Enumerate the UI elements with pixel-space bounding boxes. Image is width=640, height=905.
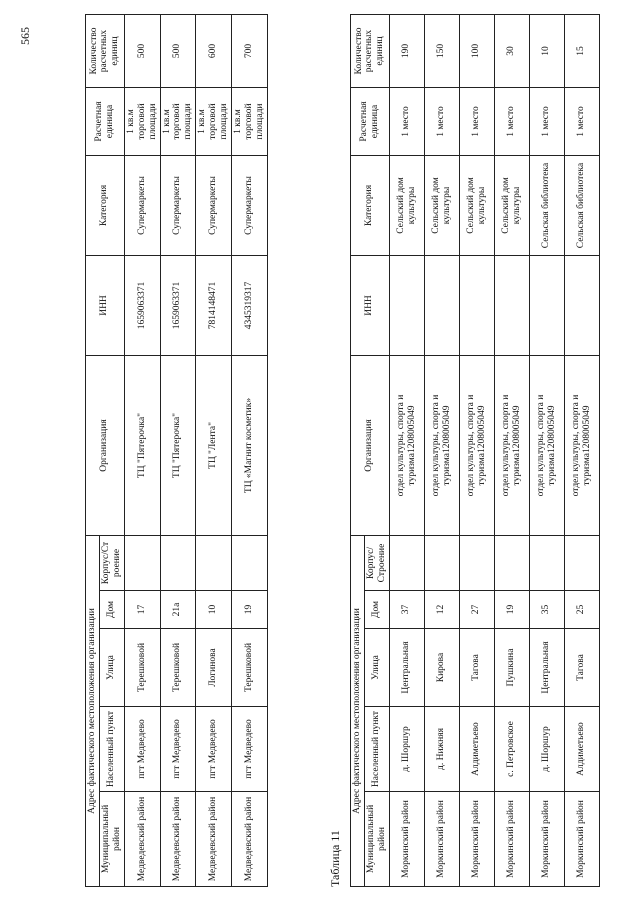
table-2-header-street: Улица [364,629,389,707]
table-1-group-header: Адрес фактического местоположения организации [86,536,100,887]
table-cell: Терешковой [232,629,268,707]
table-cell [459,256,494,356]
table-cell: с. Петровское [494,707,529,792]
table-2-group-header: Адрес фактического местоположения организации [351,536,365,887]
table-1-header-unit: Расчетная единица [86,88,125,156]
table-cell: 1 место [459,88,494,156]
table-cell: 10 [529,15,564,88]
table-cell: Моркинский район [564,792,599,887]
table-cell: Супермаркеты [196,156,232,256]
table-cell: 15 [564,15,599,88]
table-1-header-house: Дом [99,591,124,629]
table-cell: 1 место [564,88,599,156]
table-2-header-house: Дом [364,591,389,629]
table-cell: Сельская библиотека [564,156,599,256]
table-row [124,15,160,887]
table-cell: ТЦ "Лента" [196,356,232,536]
table-cell: 500 [160,15,196,88]
table-cell: ТЦ «Магнит косметик» [232,356,268,536]
table-1-header-org: Организация [86,356,125,536]
table-cell: отдел культуры, спорта и туризма1208005049 [459,356,494,536]
table-cell: Медведевский район [160,792,196,887]
table-1-header-district: Муниципальный район [99,792,124,887]
table-cell: Моркинский район [389,792,424,887]
table-cell: 190 [389,15,424,88]
table-cell: Медведевский район [124,792,160,887]
table-row [494,15,529,887]
table-cell: ТЦ "Пятерочка" [160,356,196,536]
table-row [389,15,424,887]
table-cell [424,256,459,356]
table-cell: 1 кв.м торговой площади [232,88,268,156]
table-cell: пгт Медведево [196,707,232,792]
table-2-header-district: Муниципальный район [364,792,389,887]
table-cell: Терешковой [124,629,160,707]
table-1-header-building: Корпус/Ст роение [99,536,124,591]
table-row [196,15,232,887]
table-cell: 1 место [424,88,459,156]
table-cell: 19 [494,591,529,629]
table-2-header-inn: ИНН [351,256,390,356]
table-cell: 500 [124,15,160,88]
table-row [529,15,564,887]
table-cell: 27 [459,591,494,629]
table-cell: Супермаркеты [124,156,160,256]
table-cell: 1 кв.м торговой площади [196,88,232,156]
table-cell: 100 [459,15,494,88]
table-cell: пгт Медведево [232,707,268,792]
table-cell: 1659063371 [160,256,196,356]
table-row [232,15,268,887]
table-cell: Кирова [424,629,459,707]
table-cell: отдел культуры, спорта и туризма1208005049 [564,356,599,536]
table-cell: 700 [232,15,268,88]
table-2-header-settlement: Населенный пункт [364,707,389,792]
table-2-header-count: Количество расчетных единиц [351,15,390,88]
table-1-header-inn: ИНН [86,256,125,356]
page-number: 565 [18,27,32,45]
table-cell: Моркинский район [459,792,494,887]
table-cell [160,536,196,591]
table-cell: Супермаркеты [160,156,196,256]
table-cell: отдел культуры, спорта и туризма1208005049 [389,356,424,536]
table-row [459,15,494,887]
table-cell: 10 [196,591,232,629]
table-cell [389,536,424,591]
table-cell [232,536,268,591]
table-cell [389,256,424,356]
table-cell: отдел культуры, спорта и туризма1208005049 [424,356,459,536]
table-1-header-street: Улица [99,629,124,707]
table-cell: отдел культуры, спорта и туризма1208005049 [494,356,529,536]
table-cell: отдел культуры, спорта и туризма1208005049 [529,356,564,536]
table-cell: д. Нижняя [424,707,459,792]
table-cell: ТЦ "Пятерочка" [124,356,160,536]
table-cell [459,536,494,591]
table-cell: Медведевский район [196,792,232,887]
table-cell: 37 [389,591,424,629]
table-2-header-building: Корпус/ Строение [364,536,389,591]
table-cell [494,256,529,356]
table-cell [494,536,529,591]
table-cell: Алдиметьево [564,707,599,792]
table-cell: 25 [564,591,599,629]
table-cell: 21а [160,591,196,629]
table-cell: 19 [232,591,268,629]
table-cell: 1 место [389,88,424,156]
table-cell: Алдиметьево [459,707,494,792]
table-cell: Тагова [564,629,599,707]
table-cell: 1 кв.м торговой площади [160,88,196,156]
table-row [564,15,599,887]
table-cell: Моркинский район [529,792,564,887]
table-2-header-category: Категория [351,156,390,256]
table-cell: 1 место [529,88,564,156]
table-cell [564,256,599,356]
table-cell: 600 [196,15,232,88]
table-cell: Тагова [459,629,494,707]
table-cell: Сельская библиотека [529,156,564,256]
table-1-header-settlement: Населенный пункт [99,707,124,792]
table-cell: д. Шоршур [529,707,564,792]
table-row [160,15,196,887]
table-caption: Таблица 11 [328,830,342,887]
table-cell: Центральная [529,629,564,707]
table-cell: пгт Медведево [160,707,196,792]
table-cell [529,256,564,356]
table-cell: 4345319317 [232,256,268,356]
table-cell: Сельский дом культуры [459,156,494,256]
table-cell: Логинова [196,629,232,707]
table-cell: Супермаркеты [232,156,268,256]
table-2 [350,14,600,887]
table-cell [196,536,232,591]
table-cell: пгт Медведево [124,707,160,792]
table-cell: Сельский дом культуры [424,156,459,256]
table-cell [564,536,599,591]
table-cell: 1659063371 [124,256,160,356]
table-cell [124,536,160,591]
table-cell: Моркинский район [494,792,529,887]
table-cell: 12 [424,591,459,629]
table-1 [85,14,268,887]
table-cell: 7814148471 [196,256,232,356]
table-cell: Пушкина [494,629,529,707]
table-cell: д. Шоршур [389,707,424,792]
table-cell: Моркинский район [424,792,459,887]
table-cell: Центральная [389,629,424,707]
table-2-header-org: Организация [351,356,390,536]
table-1-header-category: Категория [86,156,125,256]
table-cell: 17 [124,591,160,629]
table-cell: Сельский дом культуры [389,156,424,256]
table-1-header-count: Количество расчетных единиц [86,15,125,88]
table-cell: 35 [529,591,564,629]
table-cell [529,536,564,591]
table-cell: 150 [424,15,459,88]
table-cell [424,536,459,591]
table-cell: 1 место [494,88,529,156]
table-cell: Терешковой [160,629,196,707]
table-cell: Сельский дом культуры [494,156,529,256]
table-2-header-unit: Расчетная единица [351,88,390,156]
table-row [424,15,459,887]
table-cell: 1 кв.м торговой площади [124,88,160,156]
table-cell: 30 [494,15,529,88]
table-cell: Медведевский район [232,792,268,887]
